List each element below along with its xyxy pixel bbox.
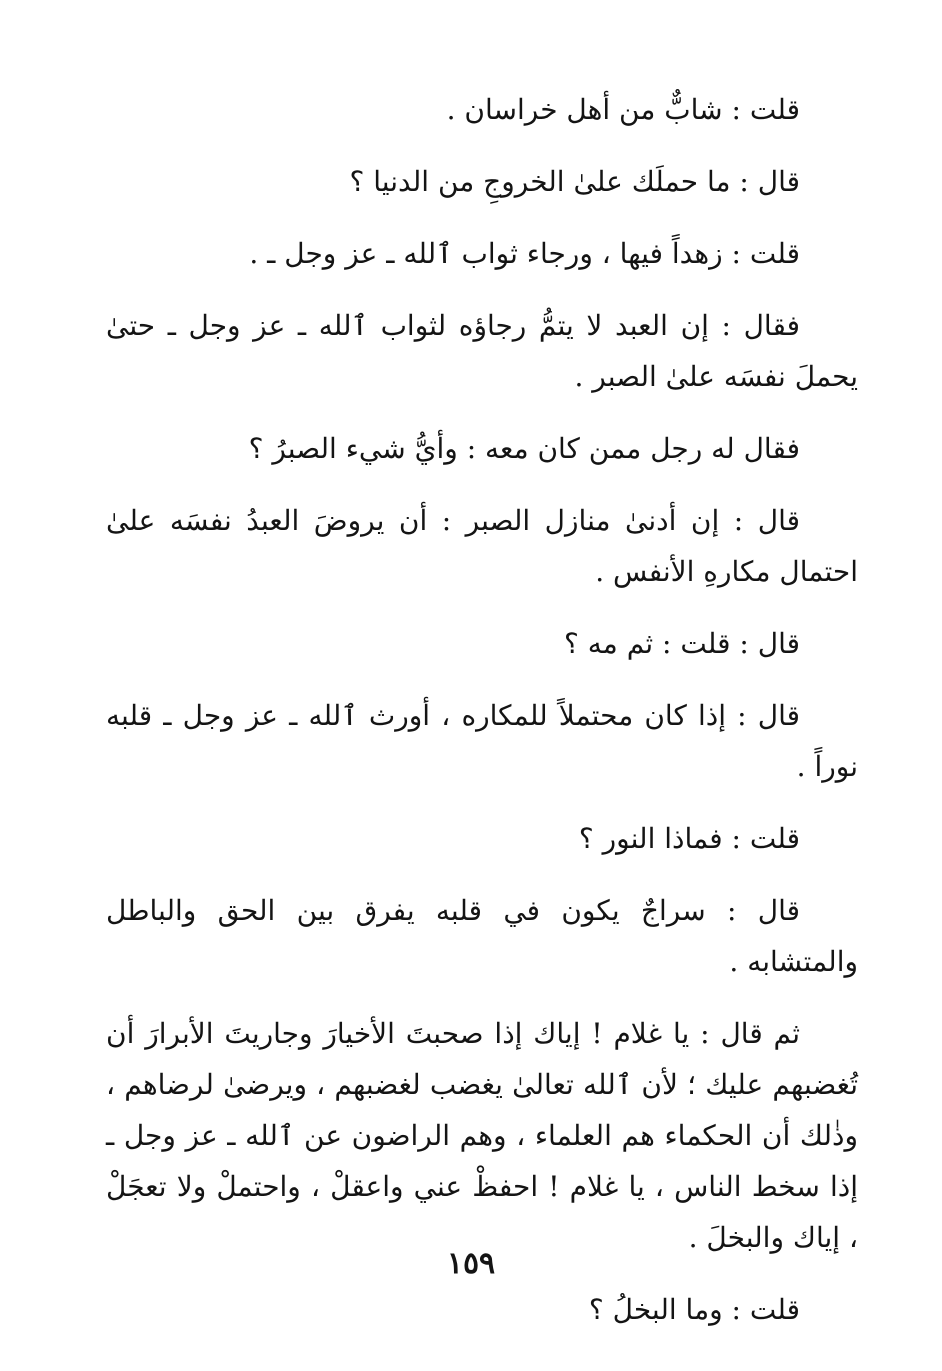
paragraph: قال : سراجٌ يكون في قلبه يفرق بين الحق والباطل والمتشابه . bbox=[106, 894, 858, 978]
paragraph: قال : قلت : ثم مه ؟ bbox=[564, 627, 800, 660]
paragraph: فقال له رجل ممن كان معه : وأيُّ شيء الصبرُ ؟ bbox=[248, 432, 800, 465]
paragraph: قال : ما حملَك علىٰ الخروجِ من الدنيا ؟ bbox=[349, 165, 800, 198]
paragraph: فقال : إن العبد لا يتمُّ رجاؤه لثواب ٱلله ـ عز وجل ـ حتىٰ يحملَ نفسَه علىٰ الصبر . bbox=[106, 309, 858, 393]
paragraph: قلت : زهداً فيها ، ورجاء ثواب ٱلله ـ عز وجل ـ . bbox=[249, 237, 800, 270]
paragraph: قلت : وما البخلُ ؟ bbox=[588, 1293, 800, 1326]
paragraph: قلت : شابٌّ من أهل خراسان . bbox=[446, 93, 800, 126]
paragraph: قال : إذا كان محتملاً للمكاره ، أورث ٱلله ـ عز وجل ـ قلبه نوراً . bbox=[106, 699, 858, 783]
paragraph: قلت : فماذا النور ؟ bbox=[578, 822, 800, 855]
page-number: ١٥٩ bbox=[446, 1246, 496, 1281]
paragraph: قال : إن أدنىٰ منازل الصبر : أن يروضَ العبدُ نفسَه علىٰ احتمال مكارهِ الأنفس . bbox=[106, 504, 858, 588]
paragraph: ثم قال : يا غلام ! إياك إذا صحبتَ الأخيارَ وجاريتَ الأبرارَ أن تُغضبهم عليك ؛ لأن ٱلله تعالىٰ يغضب لغضبهم ، ويرضىٰ لرضاهم ، وذٰلك أن الحكماء هم العلماء ، وهم الراضون عن ٱلله ـ عز وجل ـ إذا سخط الناس ، يا غلام ! احفظْ عني واعقلْ ، واحتملْ ولا تعجَلْ ، إياك والبخلَ . bbox=[106, 1017, 858, 1254]
body-text bbox=[106, 84, 858, 1335]
